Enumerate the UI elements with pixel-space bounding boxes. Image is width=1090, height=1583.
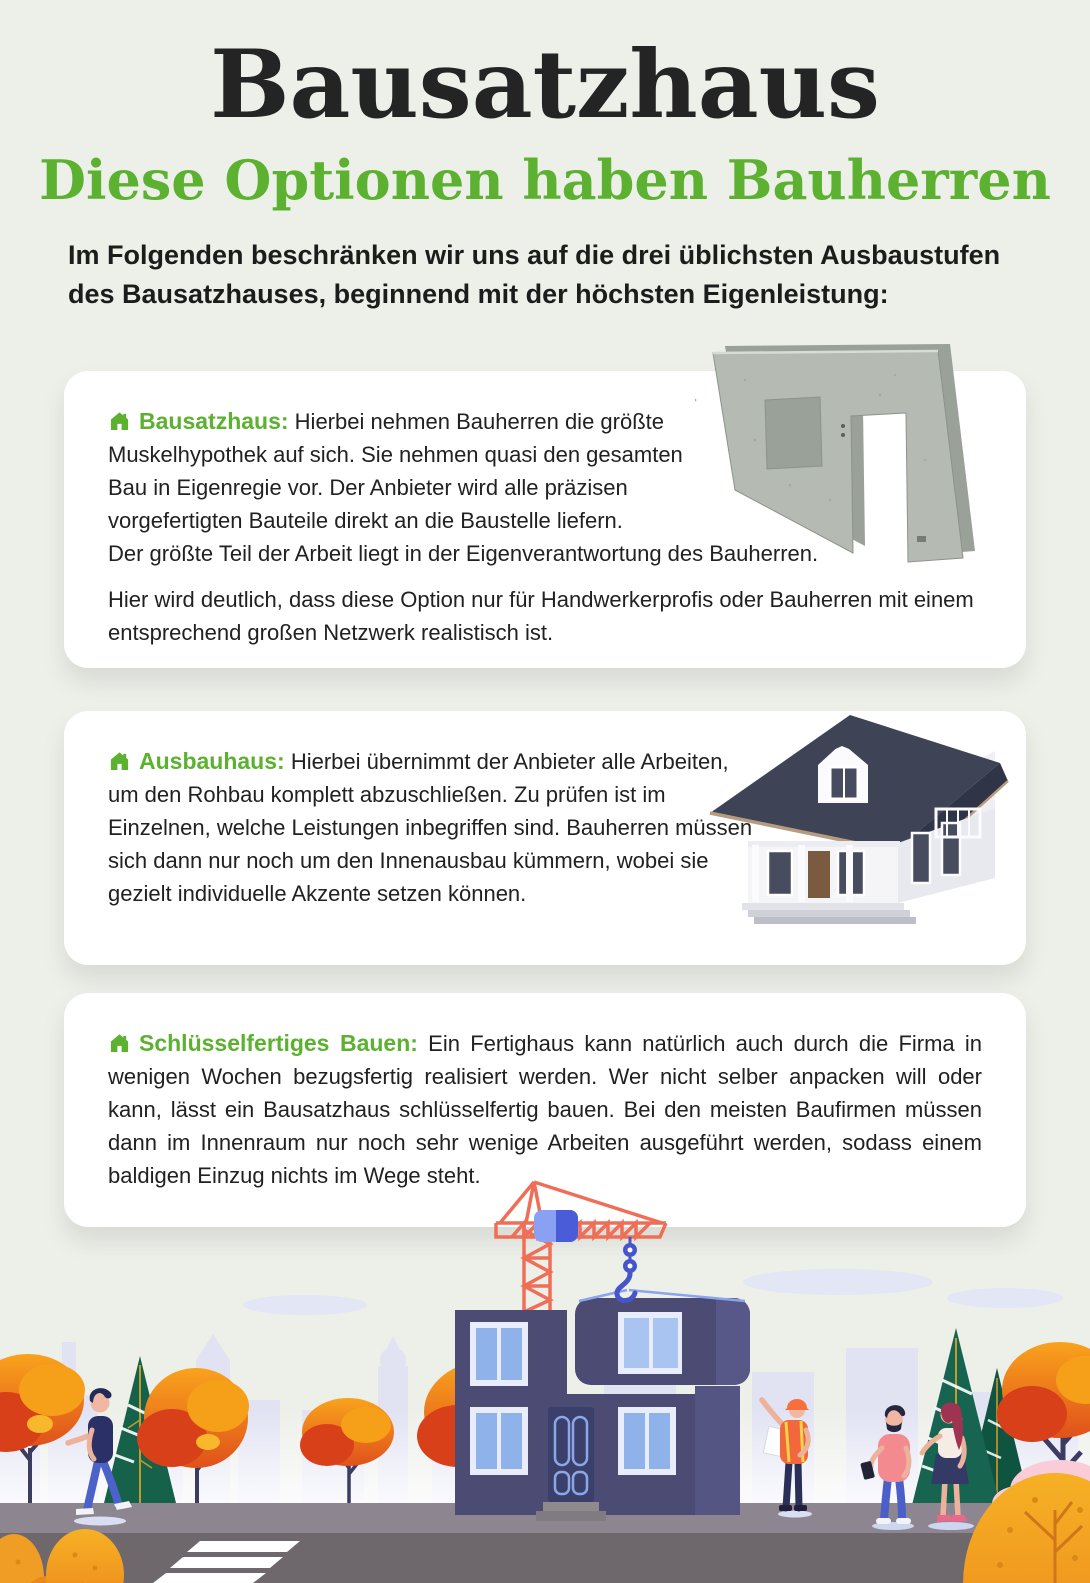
window	[470, 1407, 528, 1475]
construction-scene	[0, 1160, 1090, 1583]
intro-text: Im Folgenden beschränken wir uns auf die drei üblichsten Ausbaustufen des Bausatzhauses, beginnend mit der höchsten Eigenleistung:	[68, 240, 1001, 309]
card-label: Ausbauhaus:	[139, 748, 285, 774]
door-step	[536, 1511, 606, 1521]
concrete-wall	[695, 344, 975, 562]
crane-cab	[534, 1210, 578, 1242]
detached-house-illustration	[690, 693, 1020, 928]
card-text: Ein Fertighaus kann natürlich auch durch die Firma in wenigen Wochen bezugsfertig realisiert werden. Wer nicht selber anpacken will oder kann, lässt ein Bausatzhaus schlüsselfertig bauen. Bei den meisten Baufirmen müssen dann im Innenraum nur noch sehr wenige Arbeiten ausgeführt werden, sodass einem baldigen Einzug nichts im Wege steht.	[108, 1031, 983, 1188]
card-bausatzhaus-paragraph	[108, 405, 708, 537]
card-label: Schlüsselfertiges Bauen:	[139, 1030, 418, 1056]
card-text: Hierbei übernimmt der Anbieter alle Arbeiten, um den Rohbau komplett abzuschließen. Zu prüfen ist im Einzelnen, welche Leistungen inbegriffen sind. Bauherren müssen sich dann nur noch um den Innenausbau kümmern, wobei sie gezielt individuelle Akzente setzen können.	[108, 749, 753, 906]
tower-crane	[496, 1182, 666, 1312]
house-icon	[108, 747, 131, 768]
card-label: Bausatzhaus:	[139, 408, 289, 434]
window	[470, 1322, 528, 1386]
page-title: Bausatzhaus	[210, 30, 880, 140]
front-door	[548, 1407, 594, 1502]
house-icon	[108, 1029, 131, 1050]
house-icon	[108, 407, 131, 428]
window	[618, 1407, 676, 1475]
crane-hook	[579, 1237, 745, 1301]
house-3d	[710, 715, 1008, 924]
card-text: Hierbei nehmen Bauherren die größte Muskelhypothek auf sich. Sie nehmen quasi den gesamten Bau in Eigenregie vor. Der Anbieter wird alle präzisen vorgefertigten Bauteile direkt an die Baustelle liefern.	[108, 409, 683, 533]
card-ausbauhaus-paragraph	[108, 745, 763, 910]
window	[618, 1312, 682, 1374]
lifted-module	[575, 1298, 750, 1385]
card-text-wide: Der größte Teil der Arbeit liegt in der Eigenverantwortung des Bauherren.	[108, 541, 819, 566]
precast-concrete-wall-illustration	[695, 340, 995, 568]
card-text-second: Hier wird deutlich, dass diese Option nur für Handwerkerprofis oder Bauherren mit einem entsprechend großen Netzwerk realistisch ist.	[108, 587, 974, 645]
door-step	[543, 1502, 599, 1511]
page-subtitle: Diese Optionen haben Bauherren	[39, 148, 1051, 212]
